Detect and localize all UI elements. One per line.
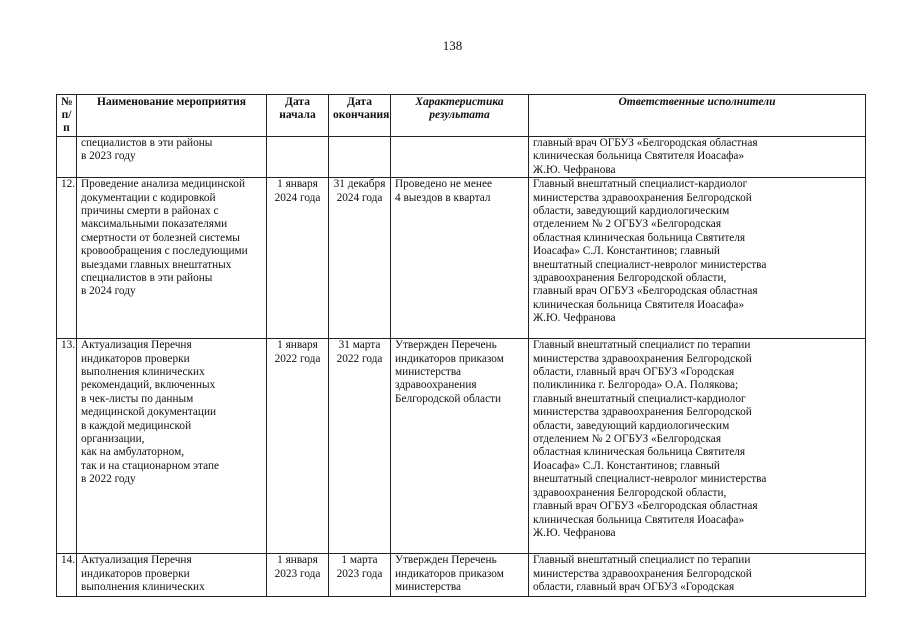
row-end-date — [329, 137, 391, 178]
page-number: 138 — [442, 38, 463, 53]
row-start-date: 1 января 2023 года — [267, 554, 329, 597]
action-plan-table — [56, 94, 866, 597]
row-end-date: 31 марта 2022 года — [329, 339, 391, 554]
row-num: 12. — [57, 178, 77, 339]
row-name: Проведение анализа медицинской документации с кодировкой причины смерти в районах с максимальными показателями смертности от болезней системы кровообращения с последующими выездами главных внештатных специалистов в эти районы в 2024 году — [77, 178, 267, 339]
table-header-row — [57, 95, 866, 137]
row-result: Утвержден Перечень индикаторов приказом министерства здравоохранения Белгородской области — [391, 339, 529, 554]
table-row — [57, 178, 866, 339]
row-num: 13. — [57, 339, 77, 554]
table-row — [57, 339, 866, 554]
header-result: Характеристика результата — [391, 95, 529, 137]
row-end-date: 1 марта 2023 года — [329, 554, 391, 597]
table-row — [57, 554, 866, 597]
header-executors: Ответственные исполнители — [529, 95, 866, 137]
row-executors: Главный внештатный специалист по терапии министерства здравоохранения Белгородской области, главный врач ОГБУЗ «Городская — [529, 554, 866, 597]
row-result: Проведено не менее 4 выездов в квартал — [391, 178, 529, 339]
row-executors: главный врач ОГБУЗ «Белгородская областная клиническая больница Святителя Иоасафа» Ж.Ю. Чефранова — [529, 137, 866, 178]
row-start-date — [267, 137, 329, 178]
row-result: Утвержден Перечень индикаторов приказом министерства — [391, 554, 529, 597]
header-start-date: Дата начала — [267, 95, 329, 137]
row-num — [57, 137, 77, 178]
row-name: Актуализация Перечня индикаторов проверки выполнения клинических — [77, 554, 267, 597]
row-start-date: 1 января 2022 года — [267, 339, 329, 554]
row-executors: Главный внештатный специалист по терапии министерства здравоохранения Белгородской области, главный врач ОГБУЗ «Городская поликлиника г. Белгорода» О.А. Полякова; главный внештатный специалист-кардиолог министерства здравоохранения Белгородской области, заведующий кардиологическим отделением № 2 ОГБУЗ «Белгородская областная клиническая больница Святителя Иоасафа» С.Л. Константинов; главный внештатный специалист-невролог министерства здравоохранения Белгородской области, главный врач ОГБУЗ «Белгородская областная клиническая больница Святителя Иоасафа» Ж.Ю. Чефранова — [529, 339, 866, 554]
row-name: Актуализация Перечня индикаторов проверки выполнения клинических рекомендаций, включенных в чек-листы по данным медицинской документации в каждой медицинской организации, как на амбулаторном, так и на стационарном этапе в 2022 году — [77, 339, 267, 554]
row-num: 14. — [57, 554, 77, 597]
row-name: специалистов в эти районы в 2023 году — [77, 137, 267, 178]
header-name: Наименование мероприятия — [77, 95, 267, 137]
header-end-date: Дата окончания — [329, 95, 391, 137]
row-start-date: 1 января 2024 года — [267, 178, 329, 339]
row-end-date: 31 декабря 2024 года — [329, 178, 391, 339]
row-result — [391, 137, 529, 178]
table-row — [57, 137, 866, 178]
row-executors: Главный внештатный специалист-кардиолог министерства здравоохранения Белгородской области, заведующий кардиологическим отделением № 2 ОГБУЗ «Белгородская областная клиническая больница Святителя Иоасафа» С.Л. Константинов; главный внештатный специалист-невролог министерства здравоохранения Белгородской области, главный врач ОГБУЗ «Белгородская областная клиническая больница Святителя Иоасафа» Ж.Ю. Чефранова — [529, 178, 866, 339]
header-num: № п/п — [57, 95, 77, 137]
